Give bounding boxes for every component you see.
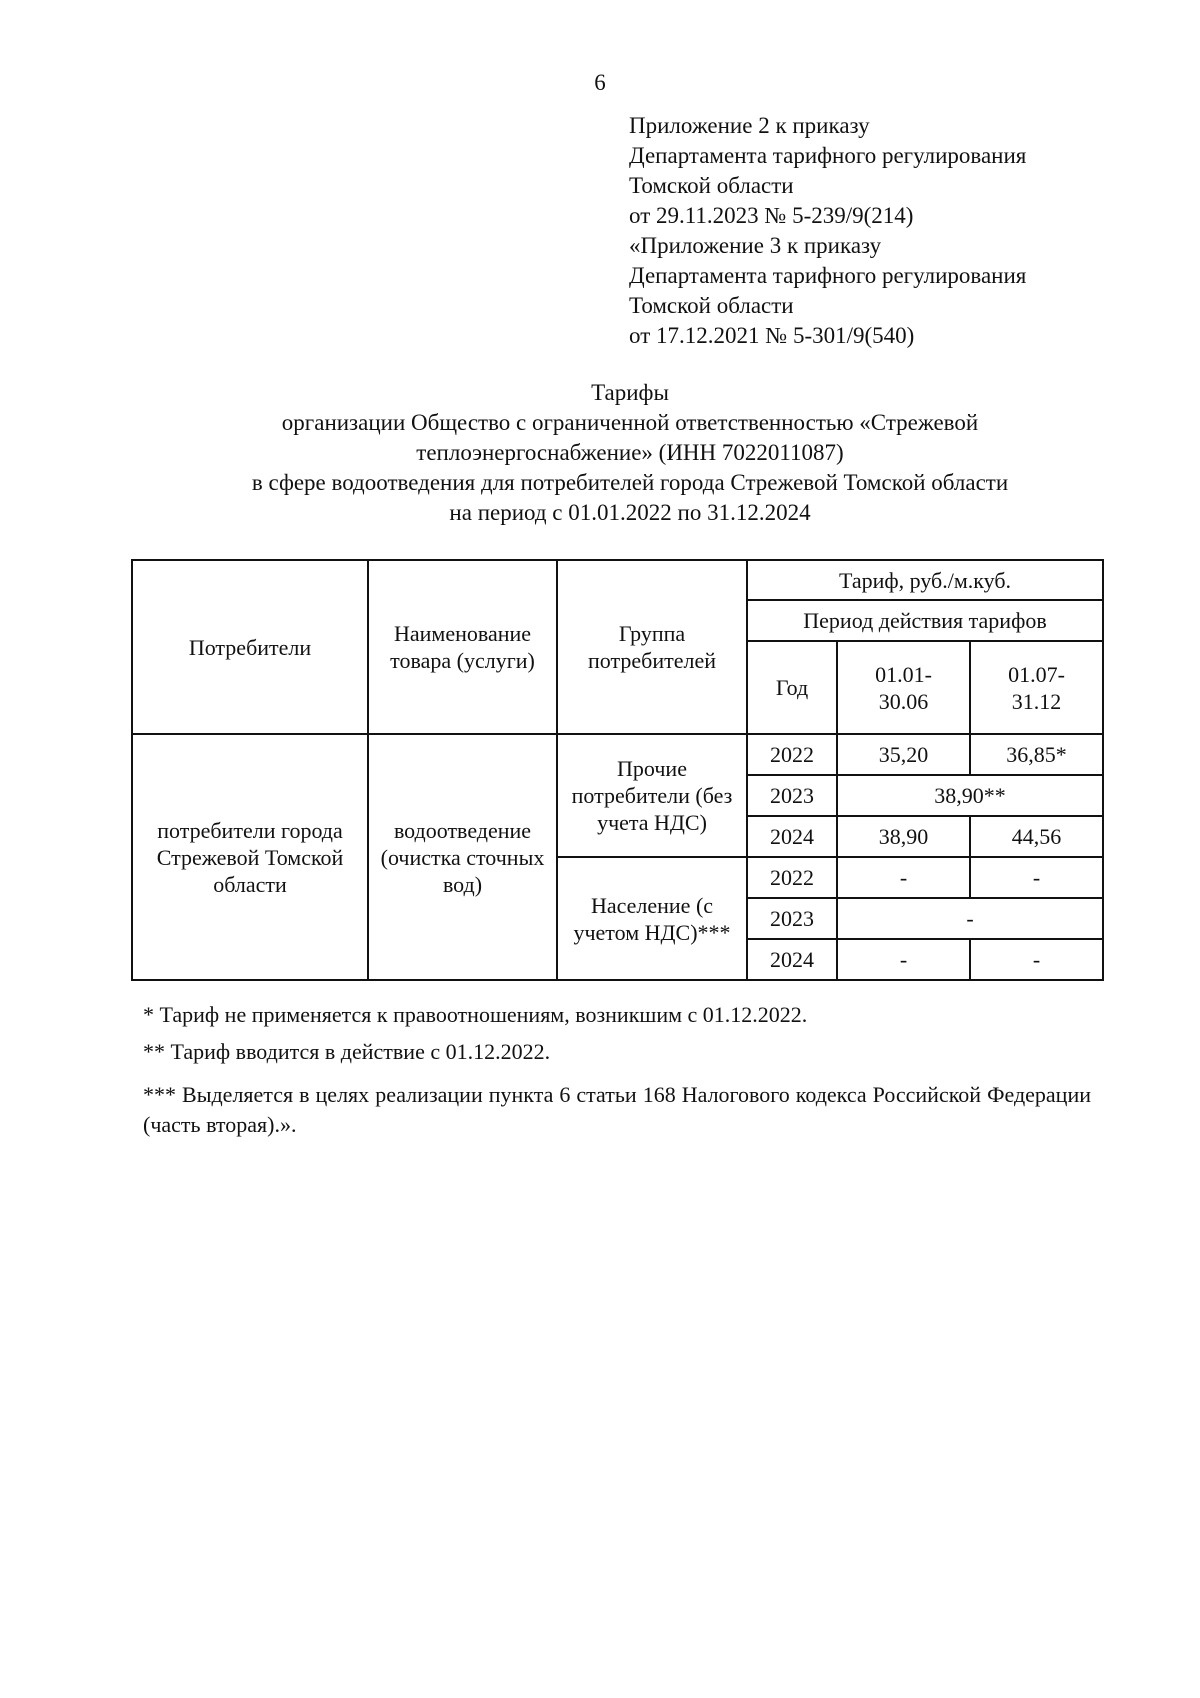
- tariff-cell: -: [837, 939, 970, 980]
- service-cell: водоотведение (очистка сточных вод): [368, 734, 557, 980]
- year-cell: 2024: [747, 939, 837, 980]
- title-line: в сфере водоотведения для потребителей города Стрежевой Томской области: [251, 470, 1009, 495]
- annex-line: от 29.11.2023 № 5-239/9(214): [629, 203, 914, 228]
- tariff-cell: 36,85*: [970, 734, 1103, 775]
- footnote: * Тариф не применяется к правоотношениям, возникшим с 01.12.2022.: [143, 1002, 808, 1027]
- annex-line: Департамента тарифного регулирования: [629, 263, 1027, 288]
- header-service: Наименование товара (услуги): [368, 560, 557, 734]
- year-cell: 2023: [747, 775, 837, 816]
- header-row: [132, 560, 1103, 600]
- header-group: Группа потребителей: [557, 560, 747, 734]
- tariff-table: [131, 559, 1104, 981]
- group-cell: Прочие потребители (без учета НДС): [557, 734, 747, 857]
- year-cell: 2023: [747, 898, 837, 939]
- annex-line: «Приложение 3 к приказу: [629, 233, 882, 258]
- group-cell: Население (с учетом НДС)***: [557, 857, 747, 980]
- annex-header: [629, 111, 1026, 351]
- page-number: 6: [594, 70, 606, 95]
- year-cell: 2022: [747, 857, 837, 898]
- annex-line: от 17.12.2021 № 5-301/9(540): [629, 323, 915, 348]
- header-tariff: Тариф, руб./м.куб.: [747, 560, 1103, 600]
- annex-line: Томской области: [629, 173, 794, 198]
- table-row: [132, 734, 1103, 775]
- footnote: *** Выделяется в целях реализации пункта 6 статьи 168 Налогового кодекса Российской Федерации (часть вторая).».: [143, 1082, 1091, 1137]
- header-half1: 01.01- 30.06: [837, 641, 970, 734]
- title-line: теплоэнергоснабжение» (ИНН 7022011087): [416, 440, 844, 465]
- tariff-cell: -: [837, 857, 970, 898]
- annex-line: Приложение 2 к приказу: [629, 113, 870, 138]
- header-year: Год: [747, 641, 837, 734]
- tariff-cell: 35,20: [837, 734, 970, 775]
- header-period: Период действия тарифов: [747, 600, 1103, 641]
- year-cell: 2022: [747, 734, 837, 775]
- title-line: Тарифы: [591, 380, 669, 405]
- annex-line: Департамента тарифного регулирования: [629, 143, 1027, 168]
- header-half2: 01.07- 31.12: [970, 641, 1103, 734]
- title-line: организации Общество с ограниченной ответственностью «Стрежевой: [281, 410, 979, 435]
- footnote: ** Тариф вводится в действие с 01.12.2022.: [143, 1039, 551, 1064]
- tariff-cell: 44,56: [970, 816, 1103, 857]
- title-line: на период с 01.01.2022 по 31.12.2024: [449, 500, 811, 525]
- consumers-cell: потребители города Стрежевой Томской области: [132, 734, 368, 980]
- year-cell: 2024: [747, 816, 837, 857]
- tariff-cell: 38,90: [837, 816, 970, 857]
- tariff-cell: -: [837, 898, 1103, 939]
- document-title: [0, 378, 1200, 528]
- annex-line: Томской области: [629, 293, 794, 318]
- tariff-cell: 38,90**: [837, 775, 1103, 816]
- header-consumers: Потребители: [132, 560, 368, 734]
- tariff-cell: -: [970, 857, 1103, 898]
- tariff-cell: -: [970, 939, 1103, 980]
